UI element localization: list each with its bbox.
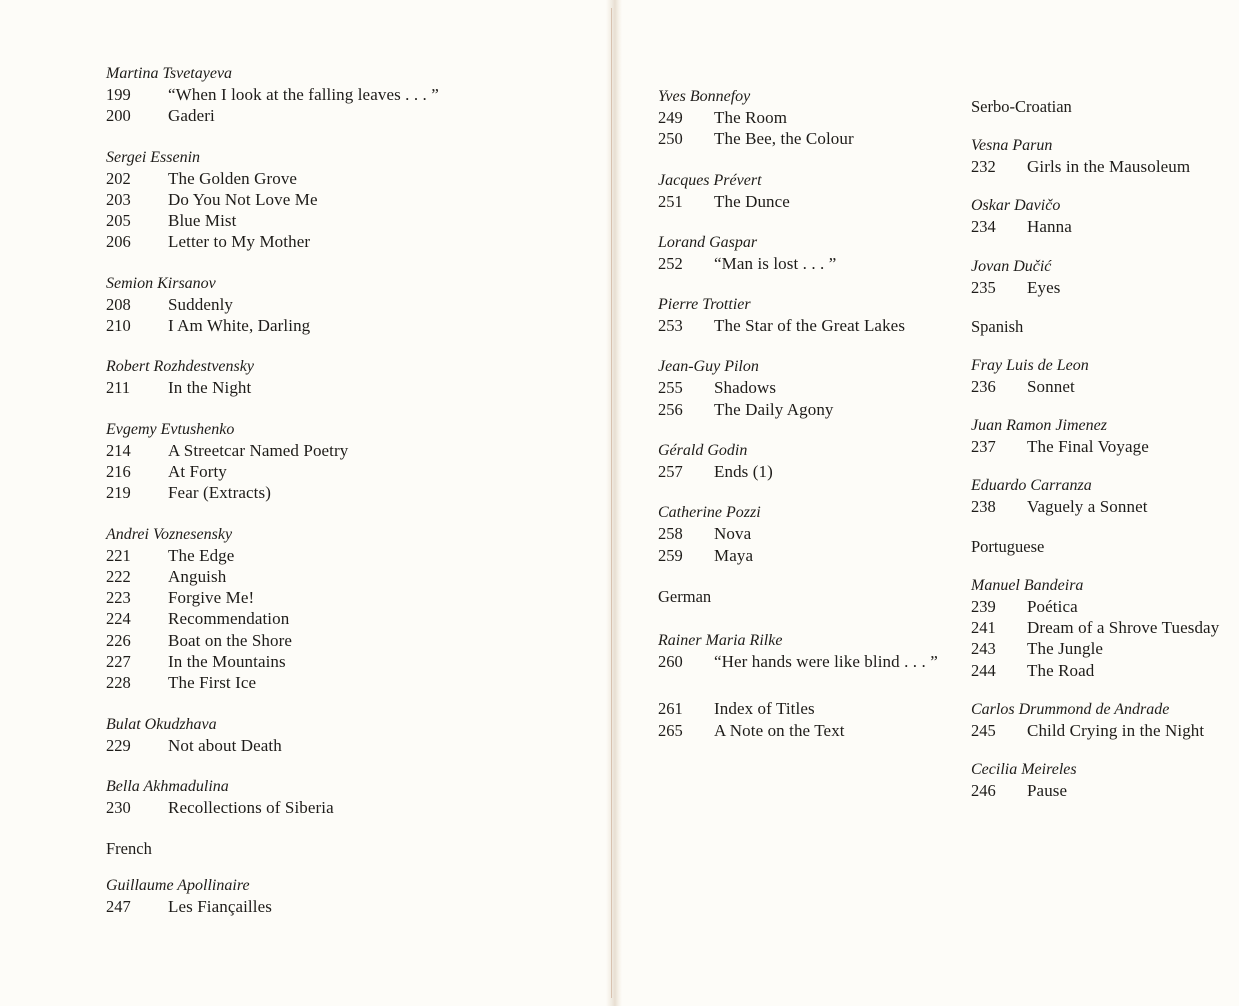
poem-entry bbox=[658, 545, 948, 566]
poem-title: Recommendation bbox=[168, 609, 290, 629]
poem-title: Gaderi bbox=[168, 106, 215, 126]
author-name: Oskar Davičo bbox=[971, 197, 1061, 215]
german-authors-list bbox=[658, 630, 948, 672]
author-group bbox=[971, 415, 1231, 457]
page-number: 249 bbox=[658, 108, 683, 127]
page-number: 221 bbox=[106, 545, 131, 565]
poem-entry bbox=[106, 231, 586, 252]
poem-title: The Star of the Great Lakes bbox=[714, 316, 906, 336]
contents-column-left bbox=[106, 63, 586, 938]
poem-title: Nova bbox=[714, 524, 752, 544]
page-number: 202 bbox=[106, 168, 131, 188]
section-heading-spanish: Spanish bbox=[971, 316, 1024, 336]
author-group bbox=[971, 256, 1231, 298]
page-number: 227 bbox=[106, 652, 131, 672]
poem-title: At Forty bbox=[168, 461, 227, 481]
poem-entry bbox=[106, 672, 586, 693]
author-name: Jean-Guy Pilon bbox=[658, 358, 759, 376]
poem-title: Blue Mist bbox=[168, 211, 237, 231]
page-number: 219 bbox=[106, 483, 131, 503]
author-name: Bulat Okudzhava bbox=[106, 715, 217, 733]
poem-title: Sonnet bbox=[1027, 376, 1075, 396]
author-name: Jovan Dučić bbox=[971, 257, 1052, 275]
poem-entry bbox=[658, 107, 948, 128]
author-name: Guillaume Apollinaire bbox=[106, 877, 250, 895]
author-name: Manuel Bandeira bbox=[971, 576, 1084, 594]
poem-entry bbox=[658, 461, 948, 482]
page-number: 200 bbox=[106, 106, 131, 126]
page-number: 239 bbox=[971, 596, 996, 616]
author-name: Bella Akhmadulina bbox=[106, 777, 229, 795]
poem-title: Pause bbox=[1027, 781, 1068, 801]
page-number: 256 bbox=[658, 399, 683, 419]
gutter-line bbox=[611, 8, 612, 998]
contents-column-right-2 bbox=[971, 96, 1231, 820]
poem-entry bbox=[971, 660, 1231, 681]
author-name: Evgemy Evtushenko bbox=[106, 420, 235, 438]
author-name: Catherine Pozzi bbox=[658, 504, 761, 522]
poem-title: Vaguely a Sonnet bbox=[1027, 497, 1148, 517]
author-name: Carlos Drummond de Andrade bbox=[971, 700, 1170, 718]
page-number: 247 bbox=[106, 897, 131, 917]
poem-entry bbox=[658, 315, 948, 336]
page-number: 255 bbox=[658, 378, 683, 398]
poem-title: Not about Death bbox=[168, 735, 282, 755]
poem-entry bbox=[106, 566, 586, 587]
page-number: 257 bbox=[658, 462, 683, 482]
author-group bbox=[971, 135, 1231, 177]
page-number: 234 bbox=[971, 217, 996, 237]
author-group bbox=[971, 195, 1231, 237]
page-number: 259 bbox=[658, 545, 683, 565]
poem-entry bbox=[971, 216, 1231, 237]
poem-entry bbox=[658, 523, 948, 544]
poem-title: The First Ice bbox=[168, 673, 257, 693]
page-number: 203 bbox=[106, 189, 131, 209]
section-heading-french: French bbox=[106, 839, 152, 859]
page-number: 261 bbox=[658, 699, 683, 719]
poem-title: Boat on the Shore bbox=[168, 630, 292, 650]
author-group bbox=[106, 356, 586, 398]
authors-list bbox=[658, 86, 948, 566]
poem-entry bbox=[658, 651, 948, 672]
poem-title: The Road bbox=[1027, 660, 1095, 680]
page-number: 206 bbox=[106, 232, 131, 252]
poem-title: Hanna bbox=[1027, 217, 1072, 237]
page-number: 232 bbox=[971, 157, 996, 176]
page-number: 199 bbox=[106, 85, 131, 104]
book-gutter bbox=[606, 0, 622, 1006]
poem-title: Ends (1) bbox=[714, 462, 773, 482]
page-number: 258 bbox=[658, 524, 683, 544]
poem-title: Recollections of Siberia bbox=[168, 797, 334, 817]
poem-entry bbox=[106, 630, 586, 651]
poem-entry bbox=[106, 545, 586, 566]
author-group bbox=[106, 147, 586, 253]
poem-entry bbox=[106, 189, 586, 210]
author-group bbox=[658, 170, 948, 212]
poem-entry bbox=[106, 168, 586, 189]
poem-entry bbox=[106, 440, 586, 461]
author-group bbox=[658, 502, 948, 566]
author-name: Gérald Godin bbox=[658, 442, 748, 460]
poem-title: Suddenly bbox=[168, 294, 234, 314]
poem-entry bbox=[971, 617, 1231, 638]
poem-title: “When I look at the falling leaves . . . ” bbox=[168, 85, 439, 104]
page-number: 244 bbox=[971, 660, 996, 680]
spanish-authors-list bbox=[971, 355, 1231, 518]
author-name: Eduardo Carranza bbox=[971, 477, 1092, 495]
poem-entry bbox=[971, 496, 1231, 517]
poem-title: The Edge bbox=[168, 545, 235, 565]
page-number: 223 bbox=[106, 588, 131, 608]
poem-entry bbox=[106, 735, 586, 756]
page-number: 228 bbox=[106, 673, 131, 693]
poem-title: In the Night bbox=[168, 378, 252, 398]
author-name: Vesna Parun bbox=[971, 137, 1053, 154]
poem-title: A Streetcar Named Poetry bbox=[168, 440, 349, 460]
poem-entry bbox=[106, 651, 586, 672]
poem-title: “Man is lost . . . ” bbox=[714, 253, 837, 273]
poem-entry bbox=[106, 105, 586, 126]
author-group bbox=[106, 273, 586, 337]
author-group bbox=[971, 475, 1231, 517]
poem-entry bbox=[106, 294, 586, 315]
author-group bbox=[106, 524, 586, 694]
poem-entry bbox=[106, 84, 586, 105]
poem-entry bbox=[106, 608, 586, 629]
poem-title: Index of Titles bbox=[714, 699, 815, 719]
poem-title: The Final Voyage bbox=[1027, 437, 1149, 457]
poem-entry bbox=[658, 698, 948, 719]
author-name: Rainer Maria Rilke bbox=[658, 631, 783, 649]
poem-entry bbox=[971, 436, 1231, 457]
authors-list bbox=[106, 63, 586, 818]
poem-entry bbox=[106, 896, 586, 917]
page-number: 260 bbox=[658, 651, 683, 671]
page-number: 265 bbox=[658, 720, 683, 740]
serbo-authors-list bbox=[971, 135, 1231, 298]
poem-entry bbox=[658, 720, 948, 741]
author-group bbox=[106, 714, 586, 756]
page-number: 224 bbox=[106, 609, 131, 629]
page-number: 210 bbox=[106, 316, 131, 336]
author-group bbox=[658, 86, 948, 150]
page-number: 214 bbox=[106, 440, 131, 460]
page-number: 211 bbox=[106, 378, 131, 398]
poem-title: Eyes bbox=[1027, 277, 1061, 297]
author-group bbox=[658, 232, 948, 274]
author-group bbox=[106, 875, 586, 917]
poem-title: The Daily Agony bbox=[714, 399, 834, 419]
poem-entry bbox=[106, 377, 586, 398]
section-heading-german: German bbox=[658, 586, 712, 606]
poem-entry bbox=[658, 128, 948, 149]
poem-title: The Dunce bbox=[714, 191, 790, 211]
page-number: 252 bbox=[658, 253, 683, 273]
poem-title: Poética bbox=[1027, 596, 1078, 616]
poem-entry bbox=[106, 587, 586, 608]
author-name: Cecilia Meireles bbox=[971, 761, 1077, 779]
poem-entry bbox=[658, 191, 948, 212]
author-group bbox=[971, 575, 1231, 681]
poem-title: Anguish bbox=[168, 566, 227, 586]
french-authors-list bbox=[106, 875, 586, 917]
page-number: 237 bbox=[971, 437, 996, 457]
page-number: 216 bbox=[106, 461, 131, 481]
author-name: Fray Luis de Leon bbox=[971, 356, 1089, 374]
page-number: 246 bbox=[971, 781, 996, 801]
poem-title: Fear (Extracts) bbox=[168, 483, 271, 503]
poem-entry bbox=[971, 277, 1231, 298]
poem-title: Letter to My Mother bbox=[168, 232, 311, 252]
author-name: Juan Ramon Jimenez bbox=[971, 417, 1107, 435]
author-name: Jacques Prévert bbox=[658, 171, 762, 189]
contents-column-right-1 bbox=[658, 86, 948, 761]
author-group bbox=[971, 355, 1231, 397]
poem-title: The Jungle bbox=[1027, 639, 1104, 659]
author-name: Semion Kirsanov bbox=[106, 274, 216, 292]
author-group bbox=[658, 440, 948, 482]
poem-entry bbox=[106, 315, 586, 336]
poem-entry bbox=[971, 156, 1231, 177]
section-heading-serbo-croatian: Serbo-Croatian bbox=[971, 97, 1072, 116]
poem-title: “Her hands were like blind . . . ” bbox=[714, 651, 938, 671]
poem-entry bbox=[971, 780, 1231, 801]
page-number: 243 bbox=[971, 639, 996, 659]
author-group bbox=[658, 294, 948, 336]
poem-title: Shadows bbox=[714, 378, 777, 398]
author-group bbox=[971, 759, 1231, 801]
page-number: 205 bbox=[106, 211, 131, 231]
poem-title: The Golden Grove bbox=[168, 168, 298, 188]
poem-title: The Room bbox=[714, 108, 788, 127]
poem-title: Forgive Me! bbox=[168, 588, 255, 608]
index-entries bbox=[658, 698, 948, 741]
author-group bbox=[658, 630, 948, 672]
poem-title: Dream of a Shrove Tuesday bbox=[1027, 618, 1220, 638]
poem-entry bbox=[106, 210, 586, 231]
poem-title: A Note on the Text bbox=[714, 720, 845, 740]
page-number: 226 bbox=[106, 630, 131, 650]
poem-title: Les Fiançailles bbox=[168, 897, 272, 917]
page-number: 229 bbox=[106, 735, 131, 755]
page-number: 245 bbox=[971, 720, 996, 740]
section-heading-portuguese: Portuguese bbox=[971, 536, 1045, 556]
poem-title: Girls in the Mausoleum bbox=[1027, 157, 1191, 176]
poem-title: The Bee, the Colour bbox=[714, 129, 854, 149]
poem-title: Maya bbox=[714, 545, 754, 565]
poem-entry bbox=[658, 377, 948, 398]
author-name: Martina Tsvetayeva bbox=[106, 65, 233, 82]
author-group bbox=[106, 63, 586, 127]
page-number: 235 bbox=[971, 277, 996, 297]
page-number: 222 bbox=[106, 566, 131, 586]
poem-title: Do You Not Love Me bbox=[168, 189, 318, 209]
poem-entry bbox=[106, 797, 586, 818]
poem-entry bbox=[106, 482, 586, 503]
author-group bbox=[971, 699, 1231, 741]
author-name: Sergei Essenin bbox=[106, 148, 201, 166]
page-number: 241 bbox=[971, 618, 996, 638]
author-name: Yves Bonnefoy bbox=[658, 88, 751, 105]
page-number: 230 bbox=[106, 797, 131, 817]
poem-title: I Am White, Darling bbox=[168, 316, 311, 336]
portuguese-authors-list bbox=[971, 575, 1231, 802]
author-name: Pierre Trottier bbox=[658, 296, 751, 314]
page-number: 253 bbox=[658, 316, 683, 336]
page-number: 208 bbox=[106, 294, 131, 314]
author-name: Lorand Gaspar bbox=[658, 233, 758, 251]
poem-entry bbox=[658, 399, 948, 420]
page-number: 236 bbox=[971, 376, 996, 396]
poem-entry bbox=[971, 596, 1231, 617]
page-number: 238 bbox=[971, 497, 996, 517]
page-number: 251 bbox=[658, 191, 683, 211]
poem-entry bbox=[971, 376, 1231, 397]
poem-entry bbox=[971, 720, 1231, 741]
author-name: Robert Rozhdestvensky bbox=[106, 358, 254, 376]
poem-entry bbox=[658, 253, 948, 274]
page-number: 250 bbox=[658, 129, 683, 149]
author-group bbox=[658, 356, 948, 420]
poem-entry bbox=[971, 638, 1231, 659]
author-name: Andrei Voznesensky bbox=[106, 525, 233, 543]
poem-entry bbox=[106, 461, 586, 482]
author-group bbox=[106, 419, 586, 504]
poem-title: In the Mountains bbox=[168, 652, 286, 672]
poem-title: Child Crying in the Night bbox=[1027, 720, 1205, 740]
author-group bbox=[106, 776, 586, 818]
